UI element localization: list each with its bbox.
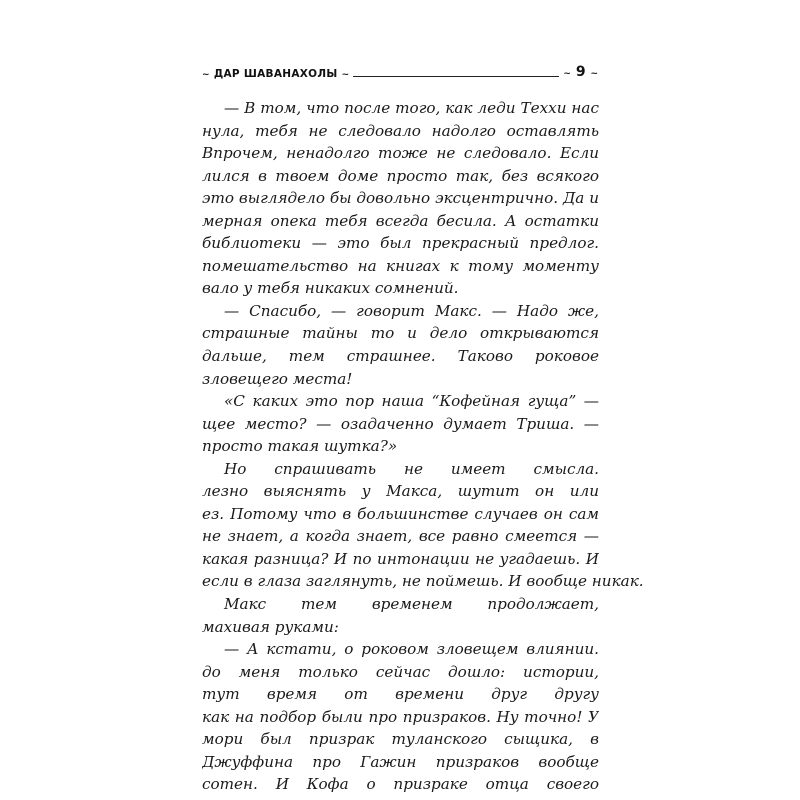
text-line: дальше, тем страшнее. Таково роковое [202, 347, 599, 366]
page-number-value: 9 [575, 64, 586, 80]
text-line: «С каких это пор наша “Кофейная гуща” — [224, 392, 599, 411]
page-number [559, 64, 598, 80]
page-header [202, 62, 598, 82]
text-line: мори был призрак туланского сыщика, в [202, 730, 599, 749]
running-title-text: ДАР ШАВАНАХОЛЫ [213, 68, 338, 80]
ornament-left: ~ [202, 70, 210, 80]
text-line: ез. Потому что в большинстве случаев он сам [202, 504, 599, 523]
text-line: зловещего места! [202, 369, 353, 388]
text-line: вало у тебя никаких сомнений. [202, 279, 459, 298]
text-line: какая разница? И по интонации не угадаешь. И [202, 549, 599, 568]
ornament-num-left: ~ [563, 69, 571, 79]
text-line: как на подбор были про призраков. Ну точно! У [202, 707, 599, 726]
text-line: тут время от времени друг другу [202, 685, 599, 704]
text-line: библиотеки — это был прекрасный предлог. [202, 234, 599, 253]
text-line: страшные тайны то и дело открываются [202, 324, 599, 343]
text-line: помешательство на книгах к тому моменту [202, 256, 599, 275]
text-line: Впрочем, ненадолго тоже не следовало. Если [202, 144, 599, 163]
text-line: Но спрашивать не имеет смысла. [224, 459, 599, 478]
text-line: — В том, что после того, как леди Теххи нас [224, 99, 599, 117]
text-line: лезно выяснять у Макса, шутит он или [202, 482, 599, 501]
body-text [202, 97, 644, 796]
text-line: нула, тебя не следовало надолго оставлять [202, 121, 599, 140]
text-line: сотен. И Кофа о призраке отца своего [202, 775, 599, 794]
text-line: махивая руками: [202, 617, 339, 636]
text-line: мерная опека тебя всегда бесила. А остатки [202, 211, 599, 230]
text-line: если в глаза заглянуть, не поймешь. И вообще никак. [202, 572, 644, 591]
text-line: Макс тем временем продолжает, [224, 595, 599, 614]
ornament-mid: ~ [341, 70, 350, 80]
text-line: не знает, а когда знает, все равно смеется — [202, 527, 599, 546]
ornament-num-right: ~ [590, 69, 598, 79]
text-line: лился в твоем доме просто так, без всякого [202, 166, 599, 185]
text-line: это выглядело бы довольно эксцентрично. Да и [202, 189, 599, 208]
text-line: — Спасибо, — говорит Макс. — Надо же, [224, 301, 599, 320]
text-line: щее место? — озадаченно думает Триша. — [202, 414, 599, 433]
text-line: просто такая шутка?» [202, 437, 398, 456]
text-line: Джуффина про Гажин призраков вообще [202, 752, 599, 771]
running-title [202, 68, 353, 80]
text-line: — А кстати, о роковом зловещем влиянии. [224, 640, 599, 659]
text-line: до меня только сейчас дошло: истории, [202, 662, 599, 681]
